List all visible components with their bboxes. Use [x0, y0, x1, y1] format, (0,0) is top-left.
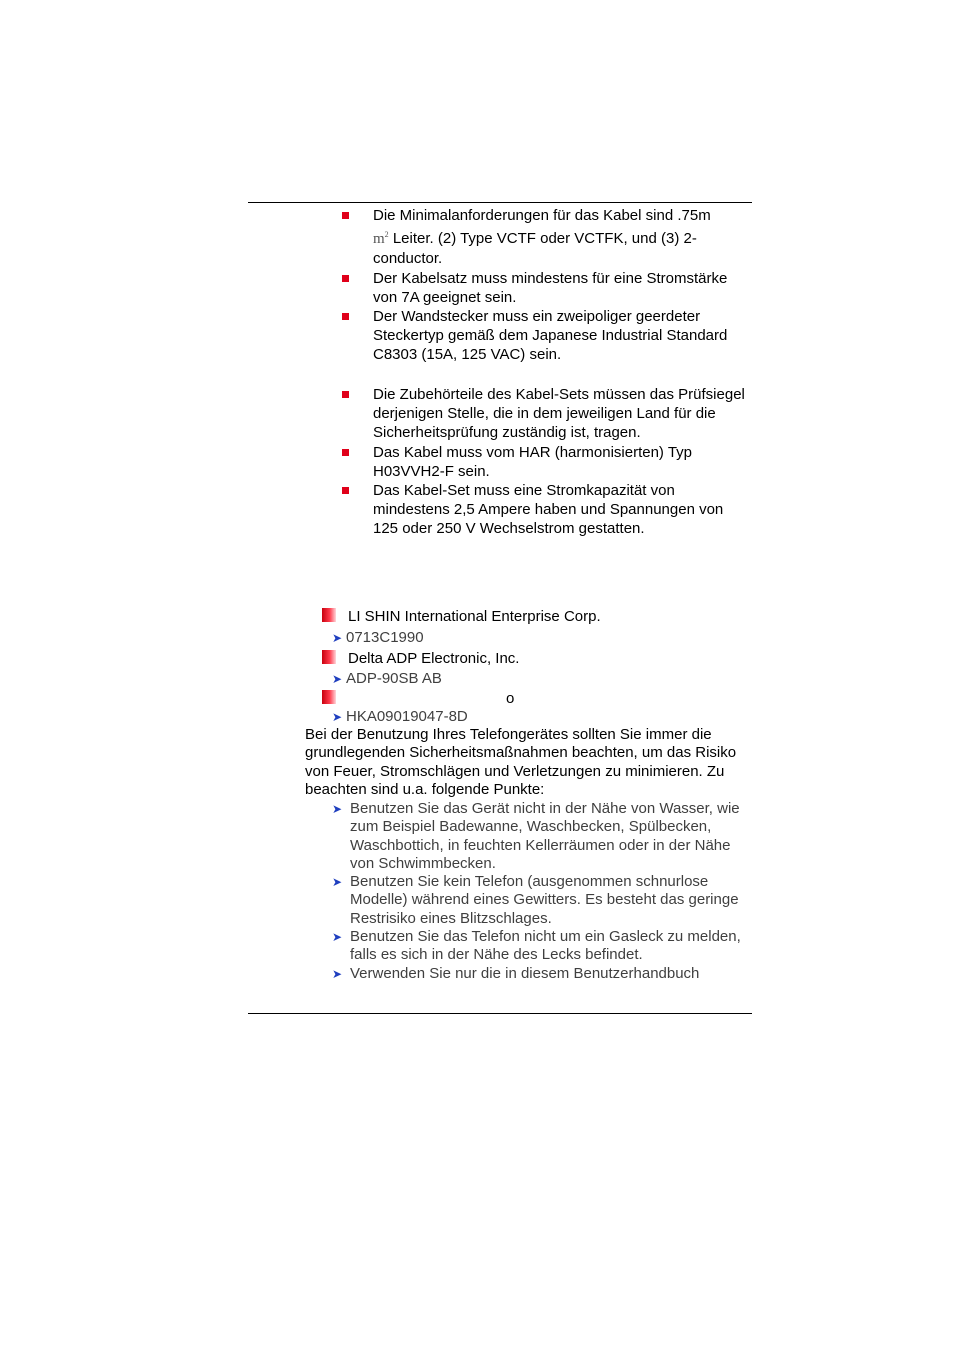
list-item-text: Benutzen Sie das Gerät nicht in der Nähe von Wasser, wie zum Beispiel Badewanne, Waschbecken, Spülbecken, Waschbottich, in feuchten Kellerräumen oder in der Nähe von Schwimmbecken. [350, 800, 740, 872]
red-gradient-square-icon [322, 650, 336, 664]
list-item [332, 800, 752, 873]
list-item-text: Der Kabelsatz muss mindestens für eine Stromstärke von 7A geeignet sein. [373, 269, 728, 306]
cord-requirements-japan-list [340, 206, 752, 365]
list-item [340, 269, 752, 307]
adapter-model-name: ADP-90SB AB [346, 670, 442, 687]
red-square-bullet-icon [342, 391, 349, 398]
red-square-bullet-icon [342, 275, 349, 282]
list-item-text: Benutzen Sie kein Telefon (ausgenommen schnurlose Modelle) während eines Gewitters. Es besteht das geringe Restrisiko eines Blitzschlages. [350, 873, 739, 927]
red-square-bullet-icon [342, 313, 349, 320]
adapter-vendor-name: LI SHIN International Enterprise Corp. [348, 608, 601, 625]
adapter-model-row [332, 669, 442, 689]
square-meter-symbol: $m^2$ [373, 230, 389, 248]
red-gradient-square-icon [322, 608, 336, 622]
arrow-right-icon: ➤ [332, 631, 343, 645]
list-item-text: Die Zubehörteile des Kabel-Sets müssen das Prüfsiegel derjenigen Stelle, die in dem jeweiligen Land für die Sicherheitsprüfung zuständig ist, tragen. [373, 386, 745, 442]
list-item-text: Verwenden Sie nur die in diesem Benutzerhandbuch [350, 964, 700, 982]
adapter-model-name: 0713C1990 [346, 629, 424, 646]
list-item [332, 928, 752, 965]
arrow-right-icon: ➤ [332, 930, 343, 945]
list-item [340, 443, 752, 481]
list-item-text: Benutzen Sie das Telefon nicht um ein Gasleck zu melden, falls es sich in der Nähe des Lecks befindet. [350, 928, 741, 964]
arrow-right-icon: ➤ [332, 710, 343, 724]
phone-safety-intro: Bei der Benutzung Ihres Telefongerätes sollten Sie immer die grundlegenden Sicherheitsmaßnahmen beachten, um das Risiko von Feuer, Stromschlägen und Verletzungen zu minimieren. Zu beachten sind u.a. folgende Punkte: [305, 726, 737, 799]
list-item [340, 385, 752, 443]
list-item-text: Der Wandstecker muss ein zweipoliger geerdeter Steckertyp gemäß dem Japanese Industrial Standard C8303 (15A, 125 VAC) sein. [373, 308, 728, 364]
list-item-text: Das Kabel muss vom HAR (harmonisierten) Typ H03VVH2-F sein. [373, 443, 692, 480]
list-item-text: Leiter. (2) Type VCTF oder VCTFK, und (3) 2-conductor. [373, 230, 697, 268]
red-square-bullet-icon [342, 487, 349, 494]
phone-safety-list [332, 800, 752, 983]
list-item [332, 965, 752, 983]
list-item-text: Die Minimalanforderungen für das Kabel sind .75m [373, 207, 711, 224]
arrow-right-icon: ➤ [332, 672, 343, 686]
arrow-right-icon: ➤ [332, 966, 343, 981]
footer-rule [248, 1013, 752, 1014]
list-item [332, 873, 752, 928]
header-rule [248, 202, 752, 203]
list-item [340, 206, 752, 269]
red-square-bullet-icon [342, 449, 349, 456]
list-item [340, 307, 752, 365]
cord-requirements-other-list [340, 385, 752, 539]
adapter-model-name: HKA09019047-8D [346, 708, 468, 725]
arrow-right-icon: ➤ [332, 875, 343, 890]
red-square-bullet-icon [342, 212, 349, 219]
adapter-model-row [332, 628, 424, 648]
red-gradient-square-icon [322, 690, 336, 704]
adapter-vendor-name: o [506, 690, 515, 707]
adapter-vendor-name: Delta ADP Electronic, Inc. [348, 650, 520, 667]
list-item-text: Das Kabel-Set muss eine Stromkapazität von mindestens 2,5 Ampere haben und Spannungen von 125 oder 250 V Wechselstrom gestatten. [373, 482, 724, 538]
adapter-model-row [332, 707, 468, 727]
list-item [340, 481, 752, 539]
arrow-right-icon: ➤ [332, 802, 343, 816]
